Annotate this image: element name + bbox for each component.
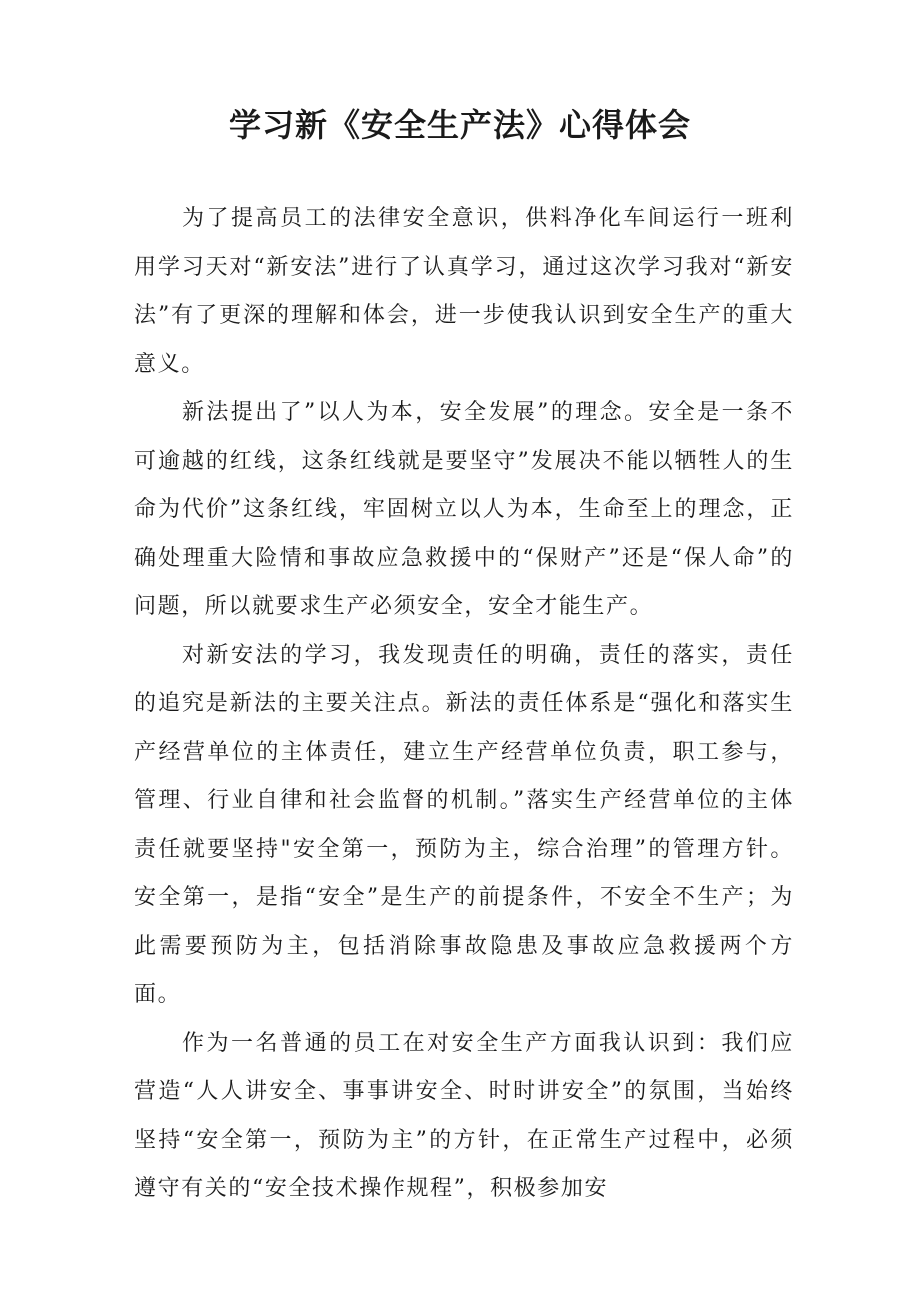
paragraph-2: 新法提出了”以人为本，安全发展”的理念。安全是一条不可逾越的红线，这条红线就是要坚守”发展决不能以牺牲人的生命为代价”这条红线，牢固树立以人为本，生命至上的理念，正确处理重大险情和事故应急救援中的“保财产”还是“保人命”的问题，所以就要求生产必须安全，安全才能生产。: [134, 400, 794, 619]
paragraph-3: 对新安法的学习，我发现责任的明确，责任的落实，责任的追究是新法的主要关注点。新法的责任体系是“强化和落实生产经营单位的主体责任，建立生产经营单位负责，职工参与，管理、行业自律和社会监督的机制。”落实生产经营单位的主体责任就要坚持"安全第一，预防为主，综合治理”的管理方针。安全第一，是指“安全”是生产的前提条件，不安全不生产；为此需要预防为主，包括消除事故隐患及事故应急救援两个方面。: [134, 642, 794, 1007]
document-title: 学习新《安全生产法》心得体会: [228, 106, 691, 144]
document-body: [134, 195, 794, 1214]
paragraph-1: 为了提高员工的法律安全意识，供料净化车间运行一班利用学习天对“新安法”进行了认真学习，通过这次学习我对“新安法”有了更深的理解和体会，进一步使我认识到安全生产的重大意义。: [134, 206, 794, 377]
paragraph-4: 作为一名普通的员工在对安全生产方面我认识到：我们应营造“人人讲安全、事事讲安全、时时讲安全”的氛围，当始终坚持“安全第一，预防为主”的方针，在正常生产过程中，必须遵守有关的“安全技术操作规程”，积极参加安: [134, 1030, 794, 1201]
